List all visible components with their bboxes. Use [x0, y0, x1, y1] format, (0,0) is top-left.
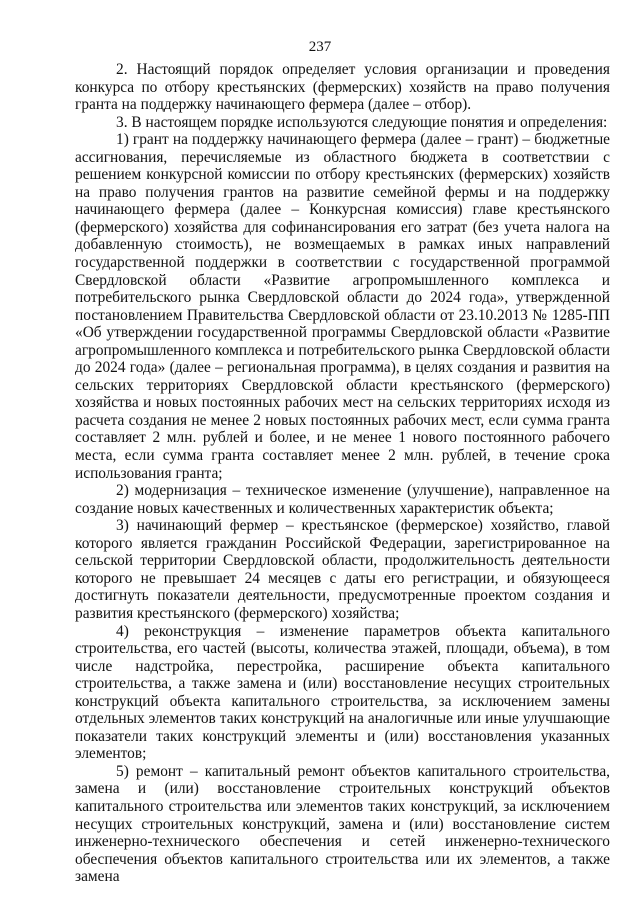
page-number: 237: [308, 39, 332, 55]
paragraph-3-definitions-intro: 3. В настоящем порядке используются следующие понятия и определения:: [116, 113, 608, 131]
definition-grant: 1) грант на поддержку начинающего фермера (далее – грант) – бюджетные ассигнования, перечисляемые из областного бюджета в соответствии с решением конкурсной комиссии по отбору крестьянских (фермерских) хозяйств на право получения грантов на развитие семейной фермы и на поддержку начинающего фермера (далее – Конкурсная комиссия) главе крестьянского (фермерского) хозяйства для софинансирования его затрат (без учета налога на добавленную стоимость), не возмещаемых в рамках иных направлений государственной поддержки в соответствии с государственной программой Свердловской области «Развитие агропромышленного комплекса и потребительского рынка Свердловской области до 2024 года», утвержденной постановлением Правительства Свердловской области от 23.10.2013 № 1285-ПП «Об утверждении государственной программы Свердловской области «Развитие агропромышленного комплекса и потребительского рынка Свердловской области до 2024 года» (далее – региональная программа), в целях создания и развития на сельских территориях Свердловской области крестьянского (фермерского) хозяйства и новых постоянных рабочих мест на сельских территориях исходя из расчета создания не менее 2 новых постоянных рабочих мест, если сумма гранта составляет 2 млн. рублей и более, и не менее 1 нового постоянного рабочего места, если сумма гранта составляет менее 2 млн. рублей, в течение срока использования гранта;: [75, 131, 610, 482]
definition-modernization: 2) модернизация – техническое изменение (улучшение), направленное на создание новых качественных и количественных характеристик объекта;: [75, 482, 610, 517]
definition-beginning-farmer: 3) начинающий фермер – крестьянское (фермерское) хозяйство, главой которого является гражданин Российской Федерации, зарегистрированное на сельской территории Свердловской области, продолжительность деятельности которого не превышает 24 месяцев с даты его регистрации, и обязующееся достигнуть показатели деятельности, предусмотренные проектом создания и развития крестьянского (фермерского) хозяйства;: [75, 517, 610, 622]
paragraph-2-purpose: 2. Настоящий порядок определяет условия организации и проведения конкурса по отбору крестьянских (фермерских) хозяйств на право получения гранта на поддержку начинающего фермера (далее – отбор).: [75, 61, 610, 114]
definition-repair: 5) ремонт – капитальный ремонт объектов капитального строительства, замена и (или) восстановление строительных конструкций объектов капитального строительства или элементов таких конструкций, за исключением несущих строительных конструкций, замена и (или) восстановление систем инженерно-технического обеспечения и сетей инженерно-технического обеспечения объектов капитального строительства или их элементов, а также замена: [75, 762, 610, 886]
definition-reconstruction: 4) реконструкция – изменение параметров объекта капитального строительства, его частей (высоты, количества этажей, площади, объема), в том числе надстройка, перестройка, расширение объекта капитального строительства, а также замена и (или) восстановление несущих строительных конструкций объекта капитального строительства, за исключением замены отдельных элементов таких конструкций на аналогичные или иные улучшающие показатели таких конструкций элементы и (или) восстановления указанных элементов;: [75, 622, 610, 763]
document-body: [75, 61, 610, 886]
